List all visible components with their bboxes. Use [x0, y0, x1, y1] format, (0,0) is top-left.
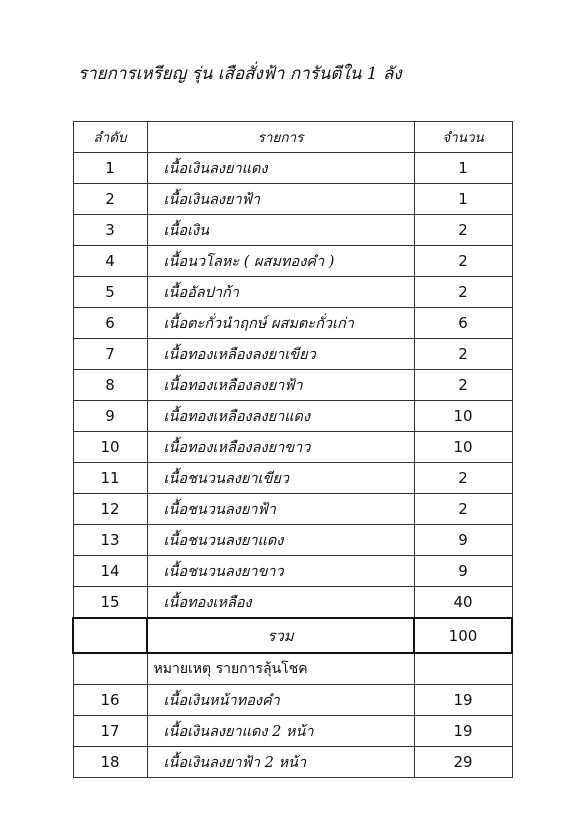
lucky-row [73, 747, 512, 778]
row-no: 15 [73, 587, 147, 619]
row-no: 9 [73, 401, 147, 432]
header-qty: จำนวน [414, 122, 512, 153]
row-item: เนื้อชนวนลงยาแดง [147, 525, 414, 556]
row-no: 2 [73, 184, 147, 215]
table-row [73, 401, 512, 432]
table-row [73, 246, 512, 277]
row-no: 12 [73, 494, 147, 525]
row-item: เนื้อทองเหลืองลงยาเขียว [147, 339, 414, 370]
row-item: เนื้อนวโลหะ ( ผสมทองคำ ) [147, 246, 414, 277]
row-no: 8 [73, 370, 147, 401]
row-no: 4 [73, 246, 147, 277]
row-qty: 6 [414, 308, 512, 339]
row-item: เนื้อชนวนลงยาฟ้า [147, 494, 414, 525]
row-item: เนื้อเงินลงยาฟ้า [147, 184, 414, 215]
row-no: 3 [73, 215, 147, 246]
table-row [73, 463, 512, 494]
medal-list-table [72, 121, 513, 778]
row-no: 10 [73, 432, 147, 463]
table-header-row [73, 122, 512, 153]
table-row [73, 277, 512, 308]
total-row [73, 618, 512, 653]
row-qty: 10 [414, 401, 512, 432]
row-no: 13 [73, 525, 147, 556]
row-qty: 2 [414, 370, 512, 401]
row-qty: 9 [414, 525, 512, 556]
table-row [73, 308, 512, 339]
row-qty: 9 [414, 556, 512, 587]
page-title: รายการเหรียญ รุ่น เสือสั่งฟ้า การันตีใน 1 ลัง [78, 64, 402, 84]
table-row [73, 339, 512, 370]
row-item: เนื้อเงินลงยาแดง [147, 153, 414, 184]
row-item: เนื้อทองเหลืองลงยาขาว [147, 432, 414, 463]
table-row [73, 215, 512, 246]
row-qty: 2 [414, 494, 512, 525]
table-row [73, 525, 512, 556]
row-item: เนื้อชนวนลงยาขาว [147, 556, 414, 587]
note-qty-empty [414, 653, 512, 685]
row-qty: 1 [414, 184, 512, 215]
table-row [73, 494, 512, 525]
row-item: เนื้อเงินหน้าทองคำ [147, 685, 414, 716]
total-label: รวม [147, 618, 414, 653]
row-item: เนื้อเงินลงยาฟ้า 2 หน้า [147, 747, 414, 778]
row-item: เนื้อตะกั่วนำฤกษ์ ผสมตะกั่วเก่า [147, 308, 414, 339]
row-qty: 2 [414, 277, 512, 308]
row-item: เนื้อทองเหลืองลงยาฟ้า [147, 370, 414, 401]
row-qty: 19 [414, 716, 512, 747]
row-item: เนื้อเงิน [147, 215, 414, 246]
row-qty: 2 [414, 246, 512, 277]
total-empty-cell [73, 618, 147, 653]
row-no: 6 [73, 308, 147, 339]
row-item: เนื้อทองเหลือง [147, 587, 414, 619]
row-qty: 1 [414, 153, 512, 184]
total-qty: 100 [414, 618, 512, 653]
row-no: 7 [73, 339, 147, 370]
lucky-row [73, 716, 512, 747]
table-row [73, 556, 512, 587]
note-label: หมายเหตุ รายการลุ้นโชค [147, 653, 414, 685]
row-qty: 2 [414, 215, 512, 246]
row-qty: 10 [414, 432, 512, 463]
table-row [73, 184, 512, 215]
row-no: 16 [73, 685, 147, 716]
row-item: เนื้อชนวนลงยาเขียว [147, 463, 414, 494]
row-qty: 40 [414, 587, 512, 619]
table-row [73, 432, 512, 463]
row-no: 18 [73, 747, 147, 778]
header-no: ลำดับ [73, 122, 147, 153]
table-row [73, 370, 512, 401]
row-item: เนื้อทองเหลืองลงยาแดง [147, 401, 414, 432]
lucky-row [73, 685, 512, 716]
row-qty: 2 [414, 463, 512, 494]
row-item: เนื้ออัลปาก้า [147, 277, 414, 308]
row-no: 5 [73, 277, 147, 308]
row-no: 1 [73, 153, 147, 184]
row-no: 14 [73, 556, 147, 587]
row-item: เนื้อเงินลงยาแดง 2 หน้า [147, 716, 414, 747]
row-no: 11 [73, 463, 147, 494]
table-row [73, 153, 512, 184]
row-qty: 2 [414, 339, 512, 370]
table-row [73, 587, 512, 619]
note-row [73, 653, 512, 685]
note-empty-cell [73, 653, 147, 685]
header-item: รายการ [147, 122, 414, 153]
row-qty: 19 [414, 685, 512, 716]
row-qty: 29 [414, 747, 512, 778]
row-no: 17 [73, 716, 147, 747]
